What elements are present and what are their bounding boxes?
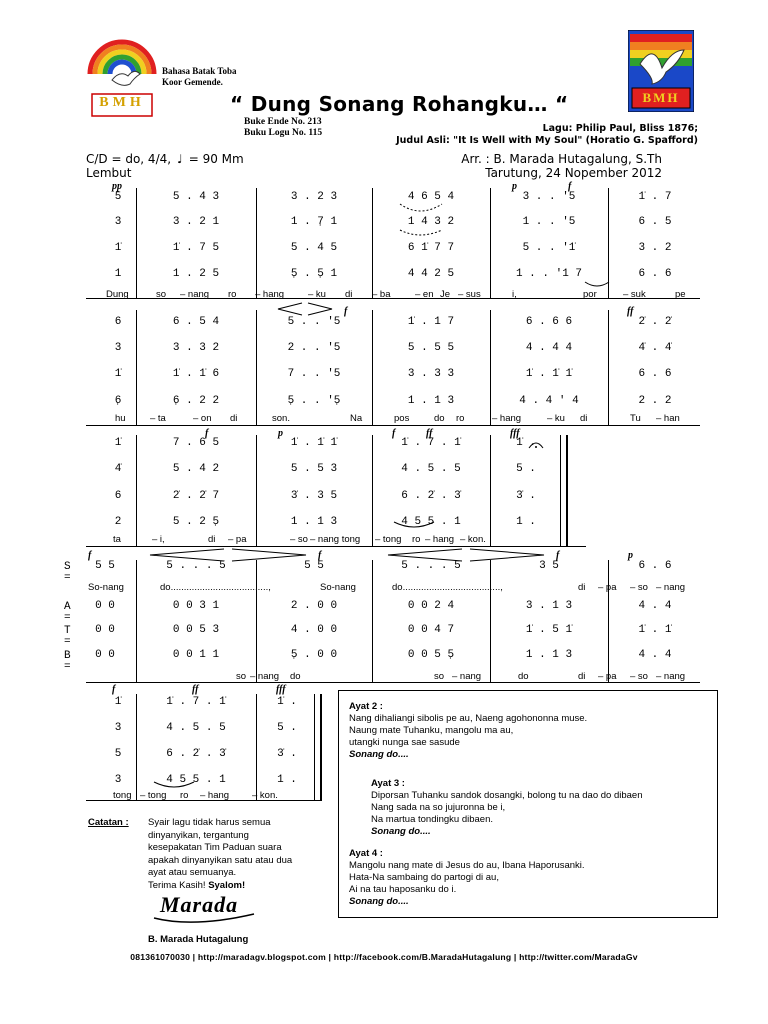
caption-line-1: Bahasa Batak Toba: [162, 66, 237, 76]
measure-notes: 6 . 2̇ . 3̇: [401, 490, 461, 502]
measure-notes: 0 0: [95, 624, 115, 636]
measure-notes: 2̇ . 2̇ 7: [172, 490, 220, 502]
lyric: pe: [675, 289, 686, 300]
dynamic-fff: fff: [276, 684, 286, 695]
measure-notes: 1 . 7̣ 1: [290, 216, 338, 228]
measure-notes: 6 . 6: [638, 268, 672, 280]
key-signature: C/D = do, 4/4,: [86, 152, 172, 166]
measure-notes: 2: [114, 516, 122, 528]
lyric: ro: [412, 534, 421, 545]
lyric: pos: [394, 413, 410, 424]
lyric: por: [583, 289, 597, 300]
measure-notes: 4 . 4: [638, 649, 672, 661]
measure-notes: 4 6 5 4: [407, 191, 455, 203]
measure-notes: 4̇: [114, 463, 122, 475]
measure-notes: 1̇ . 5 1̇: [525, 624, 573, 636]
lyric: – nang: [656, 671, 686, 682]
lyric: – nang: [250, 671, 280, 682]
system-1-underline: [86, 298, 700, 299]
ayat-4-line: Mangolu nang mate di Jesus do au, Ibana Haporusanki.: [349, 860, 585, 871]
lyric: hu: [115, 413, 126, 424]
measure-notes: 0 0: [95, 649, 115, 661]
dynamic-f: f: [556, 550, 560, 561]
measure-notes: 1̇: [114, 242, 122, 254]
measure-notes: 6̣ . 2 2: [172, 395, 220, 407]
tempo-value: = 90 Mm: [188, 152, 244, 166]
measure-notes: 6 . 5 4: [172, 316, 220, 328]
measure-notes: 6 1̇ 7 7: [407, 242, 455, 254]
measure-notes: 5̣ . 5̣ 1: [290, 268, 338, 280]
barline: [136, 435, 137, 546]
ayat-3-line: Na martua tondingku dibaen.: [371, 814, 493, 825]
measure-notes: 3̇ . 3 5: [290, 490, 338, 502]
lyric: – en: [415, 289, 434, 300]
arranger-info: [461, 152, 662, 180]
measure-notes: 1 .: [277, 774, 297, 786]
measure-notes: 1̇ . 1̇: [638, 624, 672, 636]
measure-notes: 1̇ . 7 . 1̇: [401, 437, 461, 449]
measure-notes: 3: [114, 216, 122, 228]
measure-notes: 5 . 2 5̣: [172, 516, 220, 528]
lyric: son.: [272, 413, 290, 424]
lyric: – kon.: [460, 534, 486, 545]
measure-notes: 3 . 2 1: [172, 216, 220, 228]
measure-notes: 2 . . '5: [287, 342, 341, 354]
lyric: Je: [440, 289, 451, 300]
right-logo-text: BMH: [642, 90, 680, 105]
footer-contact: 081361070030 | http://maradagv.blogspot.com | http://facebook.com/B.MaradaHutagalung | http://twitter.com/MaradaGv: [130, 952, 638, 962]
catatan-label: Catatan :: [88, 817, 129, 828]
measure-notes: 4 . 4 4: [525, 342, 573, 354]
lyric: – hang: [255, 289, 285, 300]
barline: [490, 435, 491, 546]
label-b: B =: [64, 650, 71, 673]
measure-notes: 0 0 4 7: [407, 624, 455, 636]
right-logo: [628, 30, 694, 112]
lyric: di: [345, 289, 353, 300]
barline: [256, 694, 257, 800]
measure-notes: 2̇ . 2̇: [638, 316, 672, 328]
lyric: – tong: [140, 790, 167, 801]
dynamic-pp: pp: [112, 181, 122, 192]
measure-notes: 3 . 3 3: [407, 368, 455, 380]
measure-notes: 1 . 2 5: [172, 268, 220, 280]
lagu-credit: Lagu: Philip Paul, Bliss 1876;: [542, 123, 698, 134]
signer-name: B. Marada Hutagalung: [148, 934, 249, 945]
catatan-line: kesepakatan Tim Paduan suara: [148, 842, 282, 853]
measure-notes: 1 . 1 3: [290, 516, 338, 528]
measure-notes: 6: [114, 490, 122, 502]
lyric: so: [236, 671, 247, 682]
ayat-4-line: Ai na tau haposanku do i.: [349, 884, 457, 895]
buku-logu: Buku Logu No. 115: [244, 128, 323, 138]
lyric: – pa: [598, 582, 617, 593]
ayat-4-refrain: Sonang do....: [349, 896, 409, 907]
lyric: So-nang: [320, 582, 356, 593]
measure-notes: 5 5: [304, 560, 324, 572]
measure-notes: 5 5: [95, 560, 115, 572]
ayat-4-title: Ayat 4 :: [349, 848, 383, 859]
measure-notes: 0 0 1 1: [172, 649, 220, 661]
book-refs: [244, 117, 322, 139]
lyric: – ba: [372, 289, 391, 300]
ayat-3: [371, 778, 642, 838]
lyric: – so: [630, 582, 648, 593]
lyric: – hang: [200, 790, 230, 801]
lyric: ta: [113, 534, 121, 545]
measure-notes: 5 . 4 3: [172, 191, 220, 203]
syalom: Syalom!: [208, 879, 246, 891]
dynamic-p: p: [628, 550, 633, 561]
ayat-3-title: Ayat 3 :: [371, 778, 405, 789]
measure-notes: 6 . 6: [638, 560, 672, 572]
quarter-note-icon: ♩: [177, 152, 183, 166]
dynamic-p: p: [512, 181, 517, 192]
ayat-2-line: utangki nunga sae sasude: [349, 737, 460, 748]
lyric: ro: [228, 289, 237, 300]
measure-notes: 5 . 5 3: [290, 463, 338, 475]
lyric: Tu: [630, 413, 641, 424]
measure-notes: 1̇ .: [277, 696, 297, 708]
system-4-underline: [86, 682, 700, 683]
crescendo-decrescendo-icon: [276, 302, 336, 316]
measure-notes: 6 . 6 6: [525, 316, 573, 328]
measure-notes: 6 . 5: [638, 216, 672, 228]
verses-box: [338, 690, 718, 918]
catatan-line: Syair lagu tidak harus semua: [148, 817, 271, 828]
barline: [256, 560, 257, 682]
lyric: ro: [180, 790, 189, 801]
measure-notes: 3: [114, 342, 122, 354]
measure-notes: 3 . 2: [638, 242, 672, 254]
dynamic-fff: fff: [510, 428, 520, 439]
catatan-line: ayat atau semuanya.: [148, 867, 237, 878]
measure-notes: 3 . 2 3: [290, 191, 338, 203]
final-barline: [566, 435, 568, 546]
arranger: Arr. : B. Marada Hutagalung, S.Th: [461, 152, 662, 166]
measure-notes: 4 5 5 . 1: [401, 516, 461, 528]
barline: [372, 560, 373, 682]
terima-kasih: Terima Kasih!: [148, 879, 209, 891]
measure-notes: 4 . 5 . 5: [401, 463, 461, 475]
system-3-underline: [86, 546, 586, 547]
lyric: – pa: [598, 671, 617, 682]
ayat-4-line: Hata-Na sambaing do partogi di au,: [349, 872, 499, 883]
lyric: – i,: [152, 534, 165, 545]
lembut-marking: Lembut: [86, 166, 132, 180]
measure-notes: 5 . 5 5: [407, 342, 455, 354]
barline: [560, 435, 561, 546]
barline: [608, 560, 609, 682]
barline: [256, 310, 257, 425]
lyric: so: [434, 671, 445, 682]
lyric: do.....................................,: [392, 582, 503, 593]
lyric: – nang: [180, 289, 210, 300]
lyric: di: [230, 413, 238, 424]
measure-notes: 3 . 1 3: [525, 600, 573, 612]
measure-notes: 1̇ . 7: [638, 191, 672, 203]
catatan-line-last: [148, 880, 292, 893]
measure-notes: 6 . 2̇ . 3̇: [166, 748, 226, 760]
lyric: – nang: [452, 671, 482, 682]
buke-ende: Buke Ende No. 213: [244, 117, 322, 127]
measure-notes: 1̇ .: [516, 437, 536, 449]
lyric: – hang: [492, 413, 522, 424]
ayat-2-line: Nang dihaliangi sibolis pe au, Naeng agohononna muse.: [349, 713, 588, 724]
ayat-3-line: Nang sada na so jujuronna be i,: [371, 802, 506, 813]
measure-notes: 1̇: [114, 696, 122, 708]
left-logo: [86, 30, 158, 118]
measure-notes: 1̇ . 7 . 1̇: [166, 696, 226, 708]
signature-image: [160, 892, 238, 918]
lyric: So-nang: [88, 582, 124, 593]
measure-notes: 1̇ . 1̇ 1̇: [525, 368, 573, 380]
lyric: – nang: [656, 582, 686, 593]
measure-notes: 3: [114, 722, 122, 734]
lyric: – so: [290, 534, 308, 545]
measure-notes: 1 . . '5: [522, 216, 576, 228]
lyric: – so: [630, 671, 648, 682]
left-logo-text: BMH: [99, 95, 145, 110]
lyric: – pa: [228, 534, 247, 545]
measure-notes: 3: [114, 774, 122, 786]
measure-notes: 1̇ . 1̇ 6: [172, 368, 220, 380]
signature-flourish-icon: [152, 910, 262, 924]
dynamic-ff: ff: [627, 306, 634, 317]
ayat-3-line: Diporsan Tuhanku sandok dosangki, bolong tu na dao do dibaen: [371, 790, 643, 801]
dynamic-f: f: [392, 428, 396, 439]
measure-notes: 3 . . '5: [522, 191, 576, 203]
measure-notes: 1 .: [516, 516, 536, 528]
lyric: – tong: [375, 534, 402, 545]
dynamic-ff: ff: [426, 428, 433, 439]
measure-notes: 5: [114, 748, 122, 760]
measure-notes: 6̣: [114, 395, 122, 407]
system-2-underline: [86, 425, 700, 426]
lyric: Na: [350, 413, 363, 424]
lyric: – on: [193, 413, 212, 424]
measure-notes: 4̇ . 4̇: [638, 342, 672, 354]
measure-notes: 5 .: [516, 463, 536, 475]
dynamic-f: f: [112, 684, 116, 695]
lyric: do: [290, 671, 301, 682]
measure-notes: 7 . 6 5: [172, 437, 220, 449]
ayat-2-refrain: Sonang do....: [349, 749, 409, 760]
measure-notes: 1: [114, 268, 122, 280]
measure-notes: 0 0 5 3: [172, 624, 220, 636]
measure-notes: 3̇ .: [516, 490, 536, 502]
lyric: – suk: [623, 289, 646, 300]
measure-notes: 6: [114, 316, 122, 328]
label-t: T =: [64, 625, 71, 648]
barline: [136, 188, 137, 298]
measure-notes: 6 . 6: [638, 368, 672, 380]
measure-notes: 1̇ . 7 5: [172, 242, 220, 254]
measure-notes: 1 . 1 3: [407, 395, 455, 407]
lyric: di: [580, 413, 588, 424]
dynamic-ff: ff: [192, 684, 199, 695]
dynamic-f: f: [568, 181, 572, 192]
measure-notes: 1̇: [114, 437, 122, 449]
measure-notes: 1 4 3 2: [407, 216, 455, 228]
measure-notes: 5: [114, 191, 122, 203]
measure-notes: 3 . 3 2: [172, 342, 220, 354]
barline: [372, 310, 373, 425]
left-logo-caption: [162, 66, 237, 88]
catatan-line: dinyanyikan, tergantung: [148, 829, 249, 841]
barline: [136, 310, 137, 425]
barline: [314, 694, 315, 800]
measure-notes: 4 . 5 . 5: [166, 722, 226, 734]
lyric: – ku: [547, 413, 565, 424]
lyric: Dung: [106, 289, 129, 300]
measure-notes: 4 . 4 ' 4: [519, 395, 579, 407]
lyric: – ku: [308, 289, 326, 300]
final-barline: [320, 694, 322, 800]
original-title: Judul Asli: "It Is Well with My Soul" (Horatio G. Spafford): [396, 135, 698, 146]
measure-notes: 5 .: [277, 722, 297, 734]
lyric: – han: [656, 413, 680, 424]
lyric: do.....................................,: [160, 582, 271, 593]
barline: [372, 188, 373, 298]
measure-notes: 0 0 3 1: [172, 600, 220, 612]
measure-notes: 2 . 2: [638, 395, 672, 407]
measure-notes: 1̇: [114, 368, 122, 380]
measure-notes: 2 . 0 0: [290, 600, 338, 612]
dynamic-f: f: [88, 550, 92, 561]
barline: [256, 188, 257, 298]
lyric: – nang tong: [310, 534, 361, 545]
lyric: – ta: [150, 413, 166, 424]
place-date: Tarutung, 24 Nopember 2012: [485, 166, 662, 180]
lyric: ro: [456, 413, 465, 424]
dynamic-f: f: [344, 306, 348, 317]
lyric: di: [578, 582, 586, 593]
lyric: i,: [512, 289, 517, 300]
barline: [372, 435, 373, 546]
measure-notes: 1̇ . 1̇ 1̇: [290, 437, 338, 449]
lyric: tong: [113, 790, 132, 801]
signature-text: Marada: [160, 892, 239, 917]
lyric: di: [208, 534, 216, 545]
measure-notes: 5 . . '5: [287, 316, 341, 328]
measure-notes: 5 . . '1̇: [522, 242, 576, 254]
measure-notes: 3̇ .: [277, 748, 297, 760]
song-credits: [396, 123, 698, 147]
barline: [490, 310, 491, 425]
ayat-4: [349, 848, 585, 908]
barline: [136, 560, 137, 682]
measure-notes: 7 . . '5: [287, 368, 341, 380]
song-title: “ Dung Sonang Rohangku… “: [230, 92, 569, 116]
ayat-2-line: Naung mate Tuhanku, mangolu ma au,: [349, 725, 514, 736]
measure-notes: 3 5: [539, 560, 559, 572]
measure-notes: 5̣ . . '5̣: [287, 395, 341, 407]
measure-notes: 5 . . . 5: [166, 560, 226, 572]
measure-notes: 4 . 0 0: [290, 624, 338, 636]
barline: [608, 310, 609, 425]
measure-notes: 1 . 1 3: [525, 649, 573, 661]
measure-notes: 4 4 2 5: [407, 268, 455, 280]
measure-notes: 0 0: [95, 600, 115, 612]
lyric: do: [434, 413, 445, 424]
lyric: – hang: [425, 534, 455, 545]
measure-notes: 5 . 4 2: [172, 463, 220, 475]
dynamic-p: p: [278, 428, 283, 439]
barline: [490, 560, 491, 682]
measure-notes: 0 0 5 5̣: [407, 649, 455, 661]
key-tempo: [86, 152, 244, 166]
barline: [490, 188, 491, 298]
caption-line-2: Koor Gemende.: [162, 77, 223, 87]
ayat-2-title: Ayat 2 :: [349, 701, 383, 712]
barline: [256, 435, 257, 546]
label-a: A =: [64, 601, 71, 624]
measure-notes: 4 . 4: [638, 600, 672, 612]
measure-notes: 1̇ . 1 7: [407, 316, 455, 328]
lyric: so: [156, 289, 167, 300]
measure-notes: 1 . . '1 7: [515, 268, 582, 280]
measure-notes: 5̣ . 0 0: [290, 649, 338, 661]
dynamic-f: f: [318, 550, 322, 561]
catatan-line: apakah dinyanyikan satu atau dua: [148, 854, 293, 866]
ayat-3-refrain: Sonang do....: [371, 826, 431, 837]
lyric: – sus: [458, 289, 481, 300]
measure-notes: 4 5 5 . 1: [166, 774, 226, 786]
catatan-text: [148, 817, 292, 892]
barline: [136, 694, 137, 800]
lyric: – kon.: [252, 790, 278, 801]
measure-notes: 5 . . . 5: [401, 560, 461, 572]
measure-notes: 5 . 4 5: [290, 242, 338, 254]
lyric: di: [578, 671, 586, 682]
dynamic-f: f: [205, 428, 209, 439]
ayat-2: [349, 701, 587, 761]
measure-notes: 0 0 2 4: [407, 600, 455, 612]
lyric: do: [518, 671, 529, 682]
label-s: S =: [64, 561, 71, 584]
